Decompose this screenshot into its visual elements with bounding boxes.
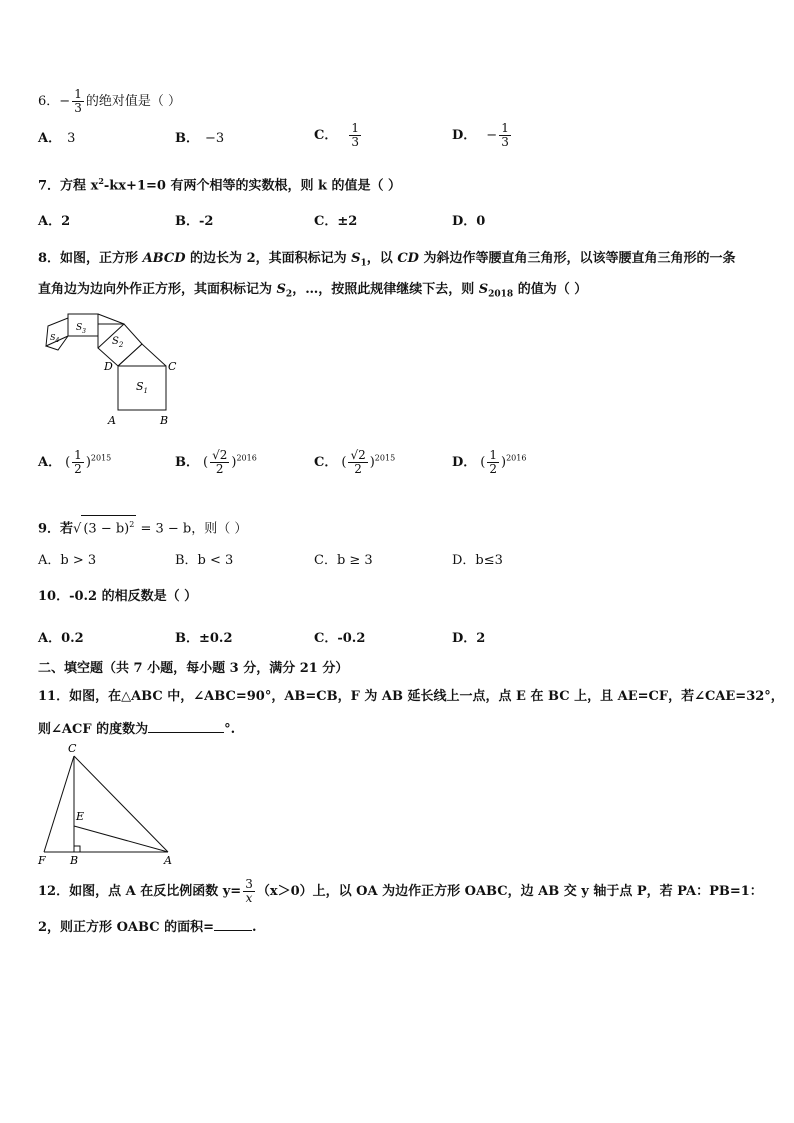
triangle-on-cd bbox=[118, 344, 166, 366]
segment-ea bbox=[74, 826, 168, 852]
fraction-numerator: 3 bbox=[245, 877, 253, 891]
right-angle-mark bbox=[74, 846, 80, 852]
fraction-numerator: 1 bbox=[489, 448, 497, 462]
option-label: B． bbox=[175, 131, 199, 146]
label-c: C bbox=[168, 360, 177, 373]
option-label: A． bbox=[38, 131, 62, 146]
paren: ) bbox=[369, 455, 375, 470]
q9-option-c: C．b ≥ 3 bbox=[314, 553, 373, 568]
side-ca bbox=[74, 756, 168, 852]
fraction bbox=[487, 449, 499, 476]
q8-option-d bbox=[452, 449, 526, 476]
paren: ) bbox=[231, 455, 237, 470]
question-text: ，以 bbox=[366, 251, 398, 266]
q7-option-c: C．±2 bbox=[314, 214, 358, 229]
fraction bbox=[348, 449, 367, 476]
q6-option-c bbox=[314, 122, 363, 149]
option-label: C． bbox=[314, 455, 338, 470]
question-12-line-2 bbox=[38, 916, 257, 937]
question-text: 的边长为 2，其面积标记为 bbox=[185, 251, 352, 266]
label-e: E bbox=[76, 810, 85, 823]
paren: ) bbox=[501, 455, 507, 470]
math-text: ABCD bbox=[142, 251, 186, 266]
subscript: 2 bbox=[285, 289, 293, 300]
label-a: A bbox=[108, 414, 116, 427]
superscript: 2 bbox=[98, 176, 104, 186]
fraction bbox=[349, 122, 361, 149]
question-text: -kx+1=0 有两个相等的实数根，则 k 的值是（ ） bbox=[103, 178, 402, 194]
question-text: 12．如图，点 A 在反比例函数 y= bbox=[38, 884, 242, 899]
question-text: 为斜边作等腰直角三角形，以该等腰直角三角形的一条 bbox=[418, 251, 736, 266]
question-text: °. bbox=[224, 722, 236, 737]
fraction-denominator: 3 bbox=[74, 101, 82, 115]
q11-figure-triangle bbox=[36, 740, 178, 868]
q9-option-d: D．b≤3 bbox=[452, 553, 503, 568]
question-12-line-1 bbox=[38, 878, 763, 905]
option-value: 3 bbox=[67, 131, 76, 146]
q7-option-a: A．2 bbox=[38, 214, 71, 229]
exponent: 2016 bbox=[236, 453, 257, 463]
label-s4: $S_4$ bbox=[50, 333, 60, 344]
fraction bbox=[72, 449, 84, 476]
q10-option-a: A．0.2 bbox=[38, 631, 84, 646]
segment-cf bbox=[44, 756, 74, 852]
question-8-line-2 bbox=[38, 281, 587, 304]
radicand bbox=[81, 515, 136, 538]
question-text: （x＞0）上，以 OA 为边作正方形 OABC，边 AB 交 y 轴于点 P，若 PA：PB=1： bbox=[256, 884, 763, 899]
fraction bbox=[72, 88, 84, 115]
q7-option-d: D．0 bbox=[452, 214, 486, 229]
fraction-denominator: 2 bbox=[74, 462, 82, 476]
subscript: 1 bbox=[360, 258, 367, 269]
subscript: 2018 bbox=[488, 289, 514, 300]
fraction-denominator: 2 bbox=[354, 462, 362, 476]
fraction-denominator: 3 bbox=[351, 135, 359, 149]
option-value: −3 bbox=[205, 131, 225, 146]
question-11-line-1: 11．如图，在△ABC 中，∠ABC=90°，AB=CB，F 为 AB 延长线上一点，点 E 在 BC 上，且 AE=CF，若∠CAE=32°， bbox=[38, 689, 784, 704]
q9-option-b: B．b < 3 bbox=[175, 553, 234, 568]
q8-option-c bbox=[314, 449, 395, 476]
q7-option-b: B．-2 bbox=[175, 214, 214, 229]
exponent: 2015 bbox=[90, 453, 112, 463]
question-8-line-1 bbox=[38, 250, 735, 273]
question-number: 6． bbox=[38, 94, 60, 109]
fraction-denominator: 2 bbox=[215, 462, 224, 476]
paren: ) bbox=[85, 455, 91, 470]
label-s3: $S_3$ bbox=[76, 323, 86, 335]
radical-sign: √ bbox=[73, 521, 82, 537]
question-6-stem bbox=[38, 88, 181, 115]
radicand-text: (3 − b) bbox=[83, 521, 130, 537]
superscript: 2 bbox=[129, 520, 135, 529]
fraction-numerator: 1 bbox=[74, 87, 82, 101]
option-label: C． bbox=[314, 128, 338, 143]
question-11-line-2 bbox=[38, 718, 235, 739]
answer-blank[interactable] bbox=[148, 718, 224, 733]
fraction-numerator: √2 bbox=[350, 448, 366, 462]
q9-option-a: A．b > 3 bbox=[38, 553, 97, 568]
question-text: 的值为（ ） bbox=[513, 282, 588, 297]
paren: ( bbox=[341, 455, 347, 470]
question-text: 9．若 bbox=[38, 521, 74, 537]
exponent: 2016 bbox=[506, 453, 527, 463]
q8-figure-squares bbox=[36, 306, 186, 432]
label-c: C bbox=[68, 742, 77, 755]
label-b: B bbox=[70, 854, 79, 867]
fraction-denominator: 3 bbox=[501, 135, 509, 149]
question-9-stem bbox=[38, 515, 247, 538]
label-d: D bbox=[104, 360, 113, 373]
paren: ( bbox=[65, 455, 71, 470]
fraction bbox=[210, 449, 229, 476]
option-label: D． bbox=[452, 455, 477, 470]
question-text: ，…，按照此规律继续下去，则 bbox=[292, 282, 479, 297]
q10-option-d: D．2 bbox=[452, 631, 486, 646]
question-text: 则∠ACF 的度数为 bbox=[38, 722, 149, 737]
math-text: CD bbox=[397, 251, 419, 266]
edge-line bbox=[98, 314, 124, 324]
option-label: B． bbox=[175, 455, 199, 470]
q8-option-a bbox=[38, 449, 111, 476]
q6-option-b bbox=[175, 130, 224, 148]
paren: ( bbox=[480, 455, 486, 470]
section-2-heading: 二、填空题（共 7 小题，每小题 3 分，满分 21 分） bbox=[38, 661, 349, 676]
question-text: 8．如图，正方形 bbox=[38, 251, 143, 266]
fraction-denominator: 2 bbox=[489, 462, 497, 476]
question-text: . bbox=[251, 920, 257, 935]
question-7-stem bbox=[38, 172, 401, 195]
question-text: 的绝对值是（ ） bbox=[85, 94, 181, 109]
label-b: B bbox=[160, 414, 169, 427]
exponent: 2015 bbox=[374, 453, 396, 463]
question-text: 直角边为边向外作正方形，其面积标记为 bbox=[38, 282, 277, 297]
label-s2: $S_2$ bbox=[112, 336, 124, 349]
option-label: D． bbox=[452, 128, 477, 143]
paren: ( bbox=[203, 455, 209, 470]
question-text: 2，则正方形 OABC 的面积= bbox=[38, 920, 214, 935]
q10-option-c: C．-0.2 bbox=[314, 631, 366, 646]
label-f: F bbox=[38, 854, 46, 867]
fraction bbox=[499, 122, 511, 149]
label-s1: $S_1$ bbox=[136, 380, 149, 395]
answer-blank[interactable] bbox=[214, 916, 252, 931]
q6-option-a bbox=[38, 130, 75, 148]
fraction-numerator: 1 bbox=[351, 121, 359, 135]
math-text: S bbox=[478, 282, 489, 297]
minus-sign: − bbox=[59, 94, 71, 109]
fraction-numerator: 1 bbox=[501, 121, 509, 135]
fraction bbox=[243, 878, 255, 905]
fraction-numerator: 1 bbox=[74, 448, 82, 462]
q10-option-b: B．±0.2 bbox=[175, 631, 233, 646]
fraction-numerator: √2 bbox=[212, 448, 228, 462]
math-text: S bbox=[351, 251, 361, 266]
minus-sign: − bbox=[486, 128, 498, 143]
math-text: S bbox=[276, 282, 286, 297]
question-text: = 3 − b，则（ ） bbox=[136, 521, 248, 537]
option-label: A． bbox=[38, 455, 62, 470]
label-a: A bbox=[164, 854, 172, 867]
q8-option-b bbox=[175, 449, 257, 476]
q6-option-d bbox=[452, 122, 513, 149]
fraction-denominator: x bbox=[245, 891, 253, 905]
question-10-stem: 10．-0.2 的相反数是（ ） bbox=[38, 589, 198, 604]
question-text: 7．方程 x bbox=[38, 178, 99, 194]
